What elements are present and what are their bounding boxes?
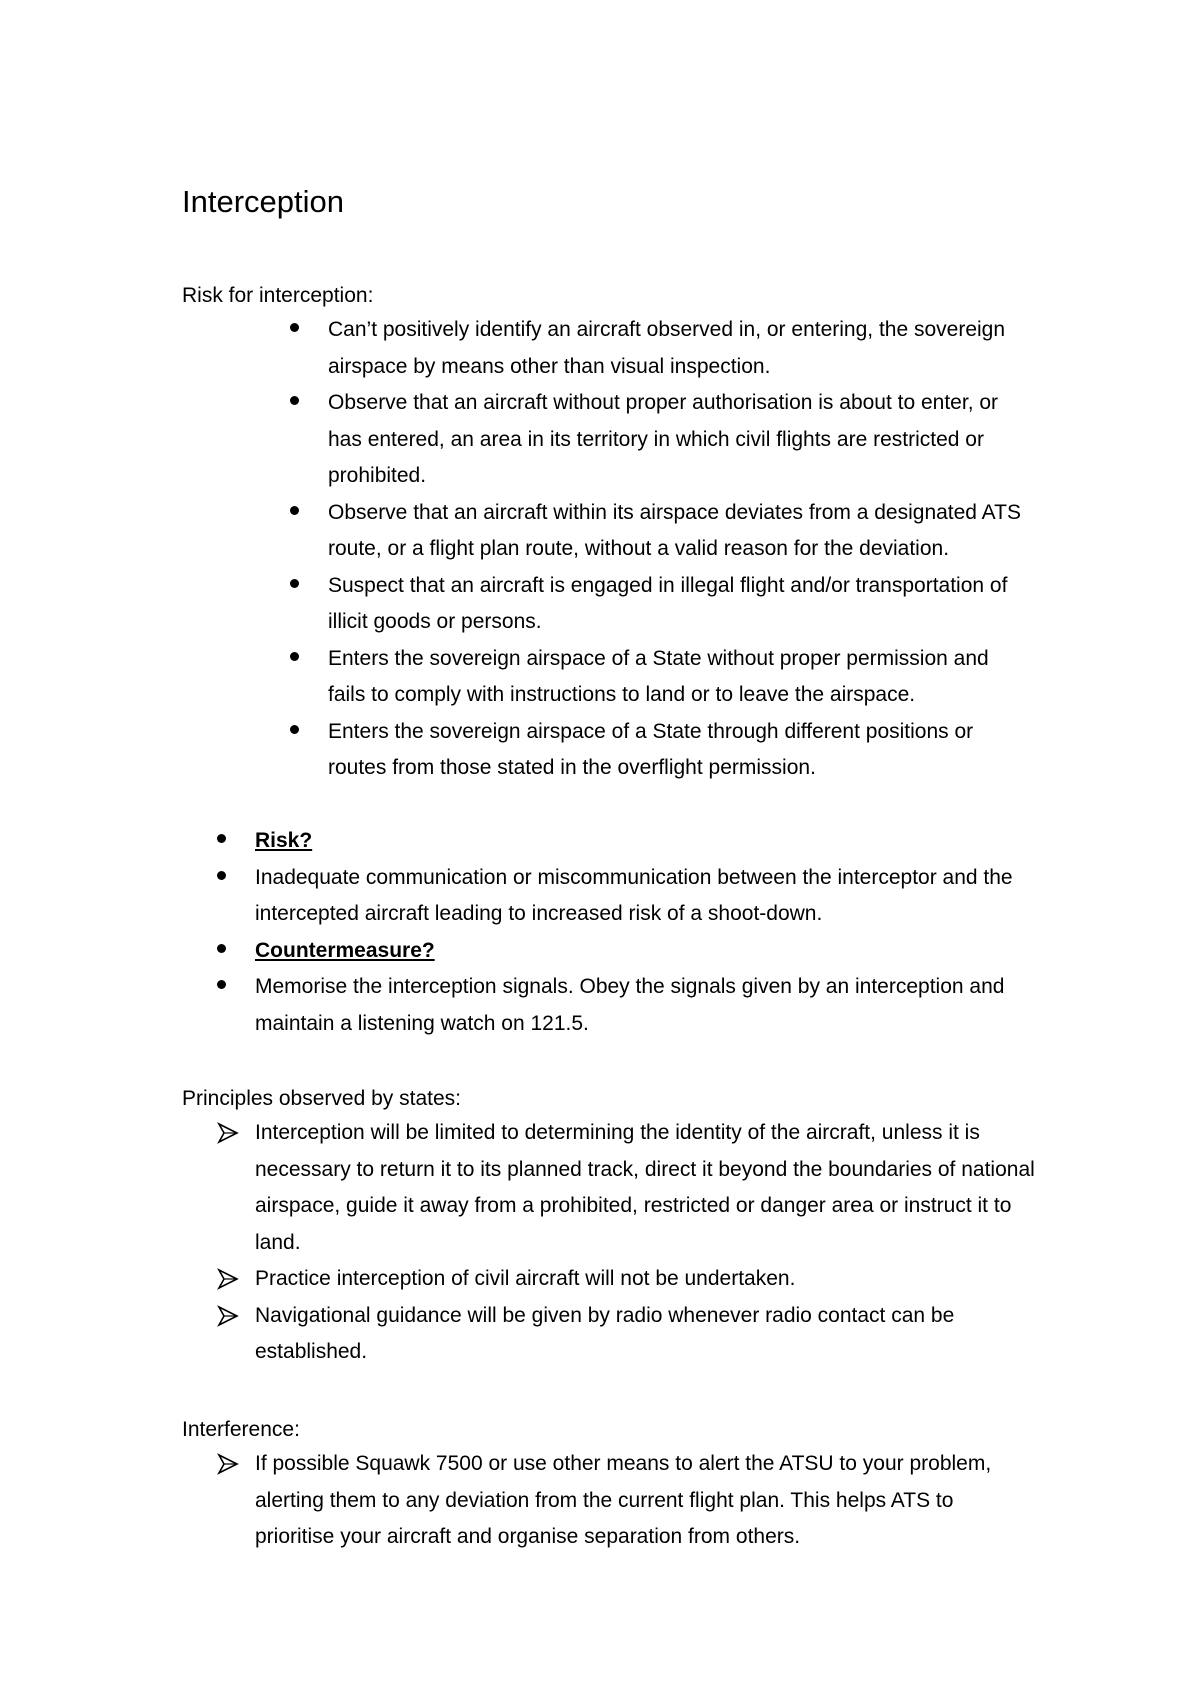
countermeasure-label: Countermeasure? [255, 938, 435, 962]
bullet-icon [290, 725, 299, 734]
arrow-bullet-icon [217, 1122, 239, 1144]
arrow-bullet-icon [217, 1305, 239, 1327]
list-item: Navigational guidance will be given by radio whenever radio contact can be established. [255, 1298, 1035, 1371]
principles-heading: Principles observed by states: [182, 1087, 461, 1110]
list-item [255, 933, 1035, 970]
list-item: If possible Squawk 7500 or use other means to alert the ATSU to your problem, alerting them to any deviation from the current flight plan. This helps ATS to prioritise your aircraft and organise separation from others. [255, 1446, 995, 1556]
page-title: Interception [182, 184, 344, 219]
list-item: Enters the sovereign airspace of a State without proper permission and fails to comply with instructions to land or to leave the airspace. [328, 641, 1028, 714]
list-item: Observe that an aircraft within its airspace deviates from a designated ATS route, or a flight plan route, without a valid reason for the deviation. [328, 495, 1028, 568]
list-item [255, 823, 1035, 860]
risk-reasons-list [328, 312, 1028, 787]
bullet-icon [290, 579, 299, 588]
countermeasure-text: Memorise the interception signals. Obey the signals given by an interception and maintain a listening watch on 121.5. [255, 975, 1005, 1035]
list-item [255, 969, 1035, 1042]
bullet-icon [217, 871, 226, 880]
risk-label: Risk? [255, 829, 313, 852]
risk-text: Inadequate communication or miscommunication between the interceptor and the intercepted aircraft leading to increased risk of a shoot-down. [255, 865, 1013, 925]
interference-heading: Interference: [182, 1418, 300, 1441]
arrow-bullet-icon [217, 1453, 239, 1475]
list-item: Observe that an aircraft without proper authorisation is about to enter, or has entered, an area in its territory in which civil flights are restricted or prohibited. [328, 385, 1028, 495]
bullet-icon [217, 944, 226, 953]
risk-heading: Risk for interception: [182, 284, 374, 307]
bullet-icon [290, 323, 299, 332]
risk-summary-list [255, 823, 1035, 1042]
list-item: Suspect that an aircraft is engaged in illegal flight and/or transportation of illicit goods or persons. [328, 568, 1028, 641]
principles-list [255, 1115, 1035, 1371]
bullet-icon [290, 506, 299, 515]
interference-list [255, 1446, 995, 1556]
list-item: Interception will be limited to determining the identity of the aircraft, unless it is necessary to return it to its planned track, direct it beyond the boundaries of national airspace, guide it away from a prohibited, restricted or danger area or instruct it to land. [255, 1115, 1035, 1261]
list-item: Enters the sovereign airspace of a State through different positions or routes from those stated in the overflight permission. [328, 714, 1028, 787]
list-item: Can’t positively identify an aircraft observed in, or entering, the sovereign airspace by means other than visual inspection. [328, 312, 1028, 385]
bullet-icon [217, 980, 226, 989]
bullet-icon [217, 834, 226, 843]
list-item: Practice interception of civil aircraft will not be undertaken. [255, 1261, 1035, 1298]
arrow-bullet-icon [217, 1268, 239, 1290]
list-item [255, 860, 1035, 933]
bullet-icon [290, 396, 299, 405]
bullet-icon [290, 652, 299, 661]
